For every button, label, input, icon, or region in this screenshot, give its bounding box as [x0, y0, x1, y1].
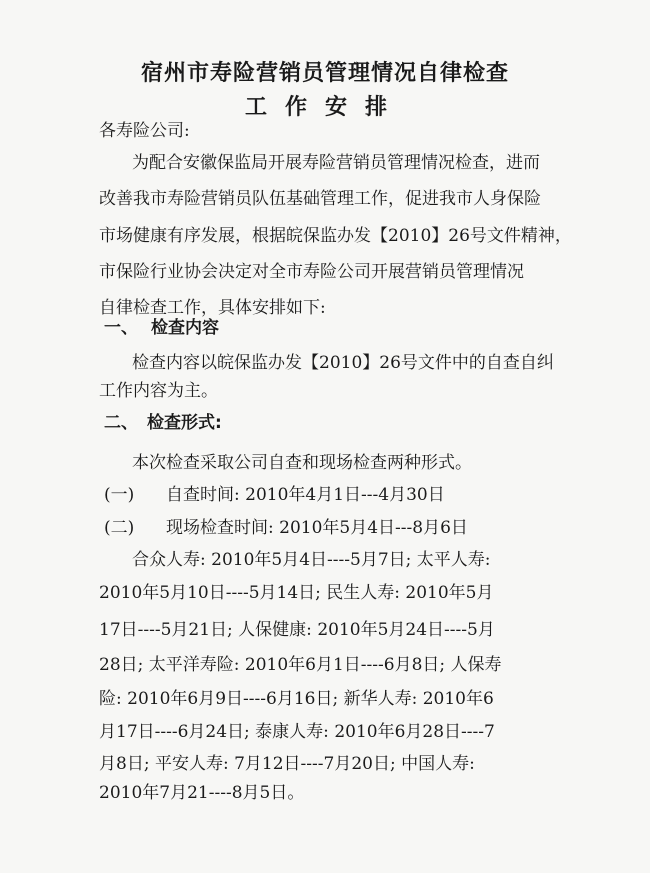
document-subtitle: 工作安排	[244, 95, 405, 120]
item2-text: 现场检查时间: 2010年5月4日---8月6日	[166, 518, 468, 538]
section1-line: 检查内容以皖保监办发【2010】26号文件中的自查自纠	[132, 353, 554, 373]
section2-title: 检查形式:	[147, 413, 222, 433]
intro-line: 自律检查工作，具体安排如下:	[99, 298, 326, 318]
schedule-line: 月17日----6月24日; 泰康人寿: 2010年6月28日----7	[99, 722, 495, 742]
intro-line: 市保险行业协会决定对全市寿险公司开展营销员管理情况	[99, 262, 524, 282]
item1-text: 自查时间: 2010年4月1日---4月30日	[166, 485, 445, 505]
item1-number: (一)	[104, 485, 135, 505]
schedule-line: 2010年7月21----8月5日。	[99, 783, 305, 803]
item2-number: (二)	[104, 518, 135, 538]
section2-intro: 本次检查采取公司自查和现场检查两种形式。	[132, 453, 472, 473]
intro-line: 市场健康有序发展，根据皖保监办发【2010】26号文件精神，	[99, 226, 572, 246]
schedule-line: 合众人寿: 2010年5月4日----5月7日; 太平人寿:	[132, 550, 491, 570]
salutation: 各寿险公司:	[99, 121, 190, 141]
schedule-line: 险: 2010年6月9日----6月16日; 新华人寿: 2010年6	[99, 689, 494, 709]
section1-number: 一、	[104, 318, 138, 338]
document-title: 宿州市寿险营销员管理情况自律检查	[140, 61, 509, 86]
schedule-line: 2010年5月10日----5月14日; 民生人寿: 2010年5月	[99, 583, 494, 603]
section2-number: 二、	[104, 413, 138, 433]
intro-line: 改善我市寿险营销员队伍基础管理工作，促进我市人身保险	[99, 189, 541, 209]
section1-line: 工作内容为主。	[99, 381, 218, 401]
intro-line: 为配合安徽保监局开展寿险营销员管理情况检查，进而	[132, 153, 540, 173]
schedule-line: 月8日; 平安人寿: 7月12日----7月20日; 中国人寿:	[99, 754, 475, 774]
schedule-line: 28日; 太平洋寿险: 2010年6月1日----6月8日; 人保寿	[99, 655, 502, 675]
schedule-line: 17日----5月21日; 人保健康: 2010年5月24日----5月	[99, 620, 495, 640]
section1-title: 检查内容	[151, 318, 219, 338]
